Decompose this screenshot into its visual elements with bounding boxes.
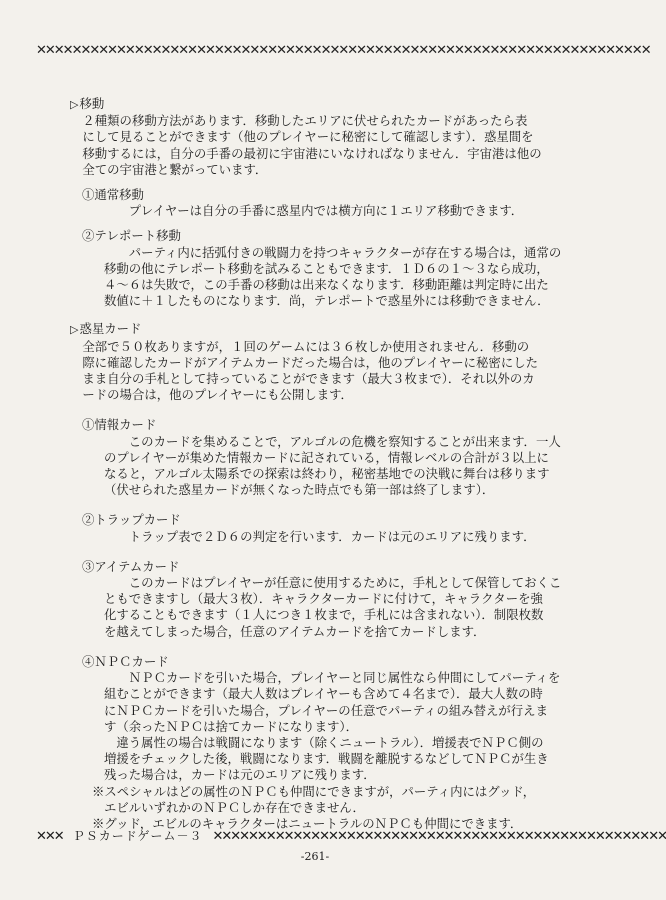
subsection-info-card: [70, 417, 570, 498]
subsection-normal-move: [70, 187, 570, 219]
triangle-bullet-icon: ▷: [70, 98, 79, 111]
footer-x-marks-right: ✕✕✕✕✕✕✕✕✕✕✕✕✕✕✕✕✕✕✕✕✕✕✕✕✕✕✕✕✕✕✕✕✕✕✕✕✕✕✕✕✕✕✕✕✕✕✕✕✕✕✕: [212, 829, 666, 844]
subsection-title-item-card: ③アイテムカード: [82, 558, 180, 574]
subsection-item-card: [70, 559, 570, 640]
page-content: [70, 96, 570, 832]
planet-line-1: 全部で５０枚ありますが，１回のゲームには３６枚しか使用されません．移動の: [82, 338, 530, 354]
movement-line-4: 全ての宇宙港と繋がっています．: [82, 161, 268, 177]
subsection-trap-card: [70, 512, 570, 544]
npc-line-6: 増援をチェックした後，戦闘になります．戦闘を離脱するなどしてＮＰＣが生き: [104, 751, 549, 767]
section-heading-planet-card: ▷惑星カード: [70, 321, 142, 337]
info-line-3: なると，アルゴル太陽系での探索は終わり，秘密基地での決戦に舞台は移ります: [104, 466, 550, 482]
footer-x-marks-left: ✕✕✕: [36, 829, 63, 844]
teleport-line-4: 数値に＋１したものになります．尚，テレポートで惑星外には移動できません．: [104, 293, 550, 309]
planet-line-4: ードの場合は，他のプレイヤーにも公開します．: [82, 387, 353, 403]
footer-title: ＰＳカードゲーム－３: [72, 829, 203, 843]
item-line-3: 化することもできます（１人につき１枚まで，手札には含まれない）．制限枚数: [104, 607, 544, 623]
npc-note-1-cont: エビルいずれかのＮＰＣしか存在できません．: [104, 799, 365, 815]
npc-line-3: にＮＰＣカードを引いた場合，プレイヤーの任意でパーティの組み替えが行えま: [104, 702, 548, 718]
decorative-x-border-top: ✕✕✕✕✕✕✕✕✕✕✕✕✕✕✕✕✕✕✕✕✕✕✕✕✕✕✕✕✕✕✕✕✕✕✕✕✕✕✕✕✕✕✕✕✕✕✕✕✕✕✕✕✕✕✕✕✕✕✕✕✕✕✕✕✕✕✕✕✕: [36, 43, 650, 58]
teleport-line-2: 移動の他にテレポート移動を試みることもできます．１Ｄ６の１～３なら成功，: [104, 260, 549, 276]
npc-line-1: ＮＰＣカードを引いた場合，プレイヤーと同じ属性なら仲間にしてパーティを: [128, 670, 561, 686]
planet-line-2: 際に確認したカードがアイテムカードだった場合は，他のプレイヤーに秘密にした: [82, 354, 538, 370]
subsection-npc-card: [70, 654, 570, 832]
teleport-line-1: パーティ内に括弧付きの戦闘力を持つキャラクターが存在する場合は，通常の: [128, 244, 562, 260]
planet-line-3: まま自分の手札として持っていることができます（最大３枚まで）．それ以外のカ: [82, 371, 535, 387]
teleport-line-3: ４～６は失敗で，この手番の移動は出来なくなります．移動距離は判定時に出た: [104, 277, 549, 293]
npc-line-2: 組むことができます（最大人数はプレイヤーも含めて４名まで）．最大人数の時: [104, 686, 543, 702]
subsection-title-trap-card: ②トラップカード: [82, 512, 181, 528]
movement-line-1: ２種類の移動方法があります．移動したエリアに伏せられたカードがあったら表: [82, 113, 528, 129]
npc-note-1: ※スペシャルはどの属性のＮＰＣも仲間にできますが，パーティ内にはグッド，: [92, 783, 536, 799]
npc-line-5: 違う属性の場合は戦闘になります（除くニュートラル）．増援表でＮＰＣ側の: [116, 734, 544, 750]
movement-line-3: 移動するには，自分の手番の最初に宇宙港にいなければなりません．宇宙港は他の: [82, 145, 542, 161]
item-line-2: ともできますし（最大３枚）．キャラクターカードに付けて，キャラクターを強: [104, 591, 543, 607]
info-line-4: （伏せられた惑星カードが無くなった時点でも第一部は終了します）．: [104, 482, 495, 498]
npc-line-4: す（余ったＮＰＣは捨てカードになります）．: [104, 718, 359, 734]
section-heading-movement: ▷移動: [70, 96, 105, 111]
trap-line-1: トラップ表で２Ｄ６の判定を行います．カードは元のエリアに残ります．: [128, 528, 536, 544]
item-line-4: を越えてしまった場合，任意のアイテムカードを捨てカードします．: [104, 623, 486, 639]
info-line-1: このカードを集めることで，アルゴルの危機を察知することが出来ます．一人: [128, 433, 561, 449]
subsection-teleport: [70, 228, 570, 309]
triangle-bullet-icon: ▷: [70, 323, 79, 337]
subsection-title-npc-card: ④ＮＰＣカード: [82, 653, 169, 669]
npc-note-2: ※グッド，エビルのキャラクターはニュートラルのＮＰＣも仲間にできます．: [92, 815, 523, 831]
item-line-1: このカードはプレイヤーが任意に使用するために，手札として保管しておくこ: [128, 575, 562, 591]
subsection-title-teleport: ②テレポート移動: [82, 228, 181, 244]
footer-banner: [36, 828, 666, 844]
movement-line-2: にして見ることができます（他のプレイヤーに秘密にして確認します）．惑星間を: [82, 129, 534, 145]
subsection-title-info-card: ①情報カード: [82, 417, 157, 433]
page-number: -261-: [300, 850, 330, 863]
normal-move-line-1: プレイヤーは自分の手番に惑星内では横方向に１エリア移動できます．: [128, 203, 524, 219]
subsection-title-normal-move: ①通常移動: [82, 187, 144, 203]
info-line-2: のプレイヤーが集めた情報カードに記されている，情報レベルの合計が３以上に: [104, 449, 549, 465]
npc-line-7: 残った場合は，カードは元のエリアに残ります．: [104, 767, 376, 783]
